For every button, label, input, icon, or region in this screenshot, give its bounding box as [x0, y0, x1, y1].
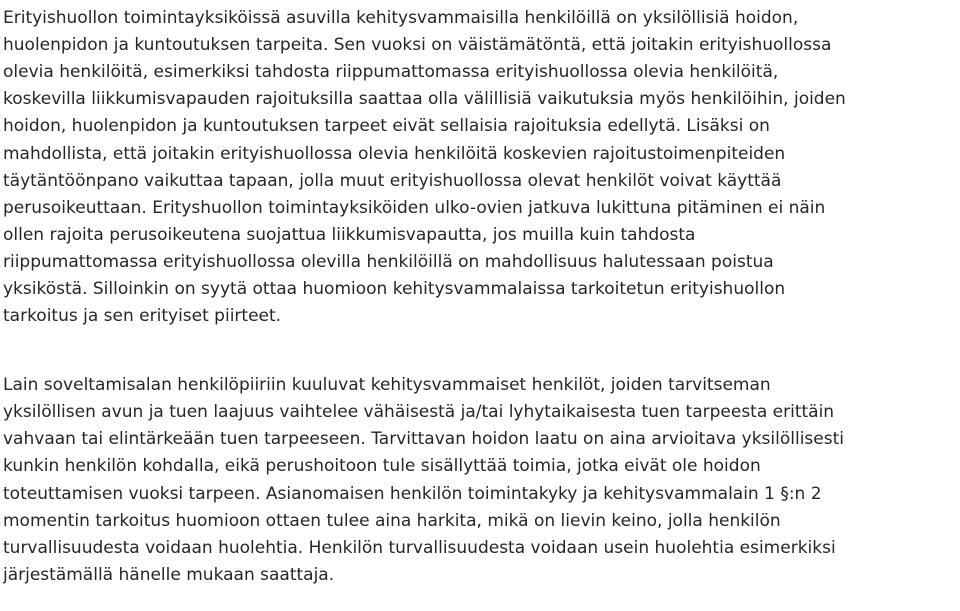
- text-line: riippumattomassa erityishuollossa olevilla henkilöillä on mahdollisuus halutessaan poistua: [3, 252, 774, 272]
- text-line: yksiköstä. Silloinkin on syytä ottaa huomioon kehitysvammalaissa tarkoitetun erityishuollon: [3, 279, 786, 299]
- text-line: huolenpidon ja kuntoutuksen tarpeita. Sen vuoksi on väistämätöntä, että joitakin erityishuollossa: [3, 35, 832, 55]
- document-page: [3, 0, 958, 611]
- text-line: perusoikeuttaan. Erityshuollon toimintayksiköiden ulko-ovien jatkuva lukittuna pitäminen ei näin: [3, 198, 826, 218]
- text-line: mahdollista, että joitakin erityishuollossa olevia henkilöitä koskevien rajoitustoimenpiteiden: [3, 144, 786, 164]
- text-line: koskevilla liikkumisvapauden rajoituksilla saattaa olla välillisiä vaikutuksia myös henkilöihin, joiden: [3, 89, 846, 109]
- text-line: momentin tarkoitus huomioon ottaen tulee aina harkita, mikä on lievin keino, jolla henkilön: [3, 511, 781, 531]
- text-line: vahvaan tai elintärkeään tuen tarpeeseen. Tarvittavan hoidon laatu on aina arvioitava yksilöllisesti: [3, 429, 844, 449]
- text-line: ollen rajoita perusoikeutena suojattua liikkumisvapautta, jos muilla kuin tahdosta: [3, 225, 696, 245]
- text-line: järjestämällä hänelle mukaan saattaja.: [3, 565, 335, 585]
- text-line: tarkoitus ja sen erityiset piirteet.: [3, 306, 282, 326]
- text-line: yksilöllisen avun ja tuen laajuus vaihtelee vähäisestä ja/tai lyhytaikaisesta tuen tarpeesta erittäin: [3, 402, 835, 422]
- text-line: kunkin henkilön kohdalla, eikä perushoitoon tule sisällyttää toimia, jotka eivät ole hoidon: [3, 456, 761, 476]
- text-line: toteuttamisen vuoksi tarpeen. Asianomaisen henkilön toimintakyky ja kehitysvammalain 1 §:n 2: [3, 484, 822, 504]
- text-line: hoidon, huolenpidon ja kuntoutuksen tarpeet eivät sellaisia rajoituksia edellytä. Lisäksi on: [3, 116, 770, 136]
- text-line: olevia henkilöitä, esimerkiksi tahdosta riippumattomassa erityishuollossa olevia henkilöitä,: [3, 62, 779, 82]
- text-line: Erityishuollon toimintayksiköissä asuvilla kehitysvammaisilla henkilöillä on yksilöllisiä hoidon,: [3, 8, 799, 28]
- text-line: Lain soveltamisalan henkilöpiiriin kuuluvat kehitysvammaiset henkilöt, joiden tarvitseman: [3, 375, 771, 395]
- text-line: täytäntöönpano vaikuttaa tapaan, jolla muut erityishuollossa olevat henkilöt voivat käyttää: [3, 171, 782, 191]
- text-line: turvallisuudesta voidaan huolehtia. Henkilön turvallisuudesta voidaan usein huolehtia esimerkiksi: [3, 538, 836, 558]
